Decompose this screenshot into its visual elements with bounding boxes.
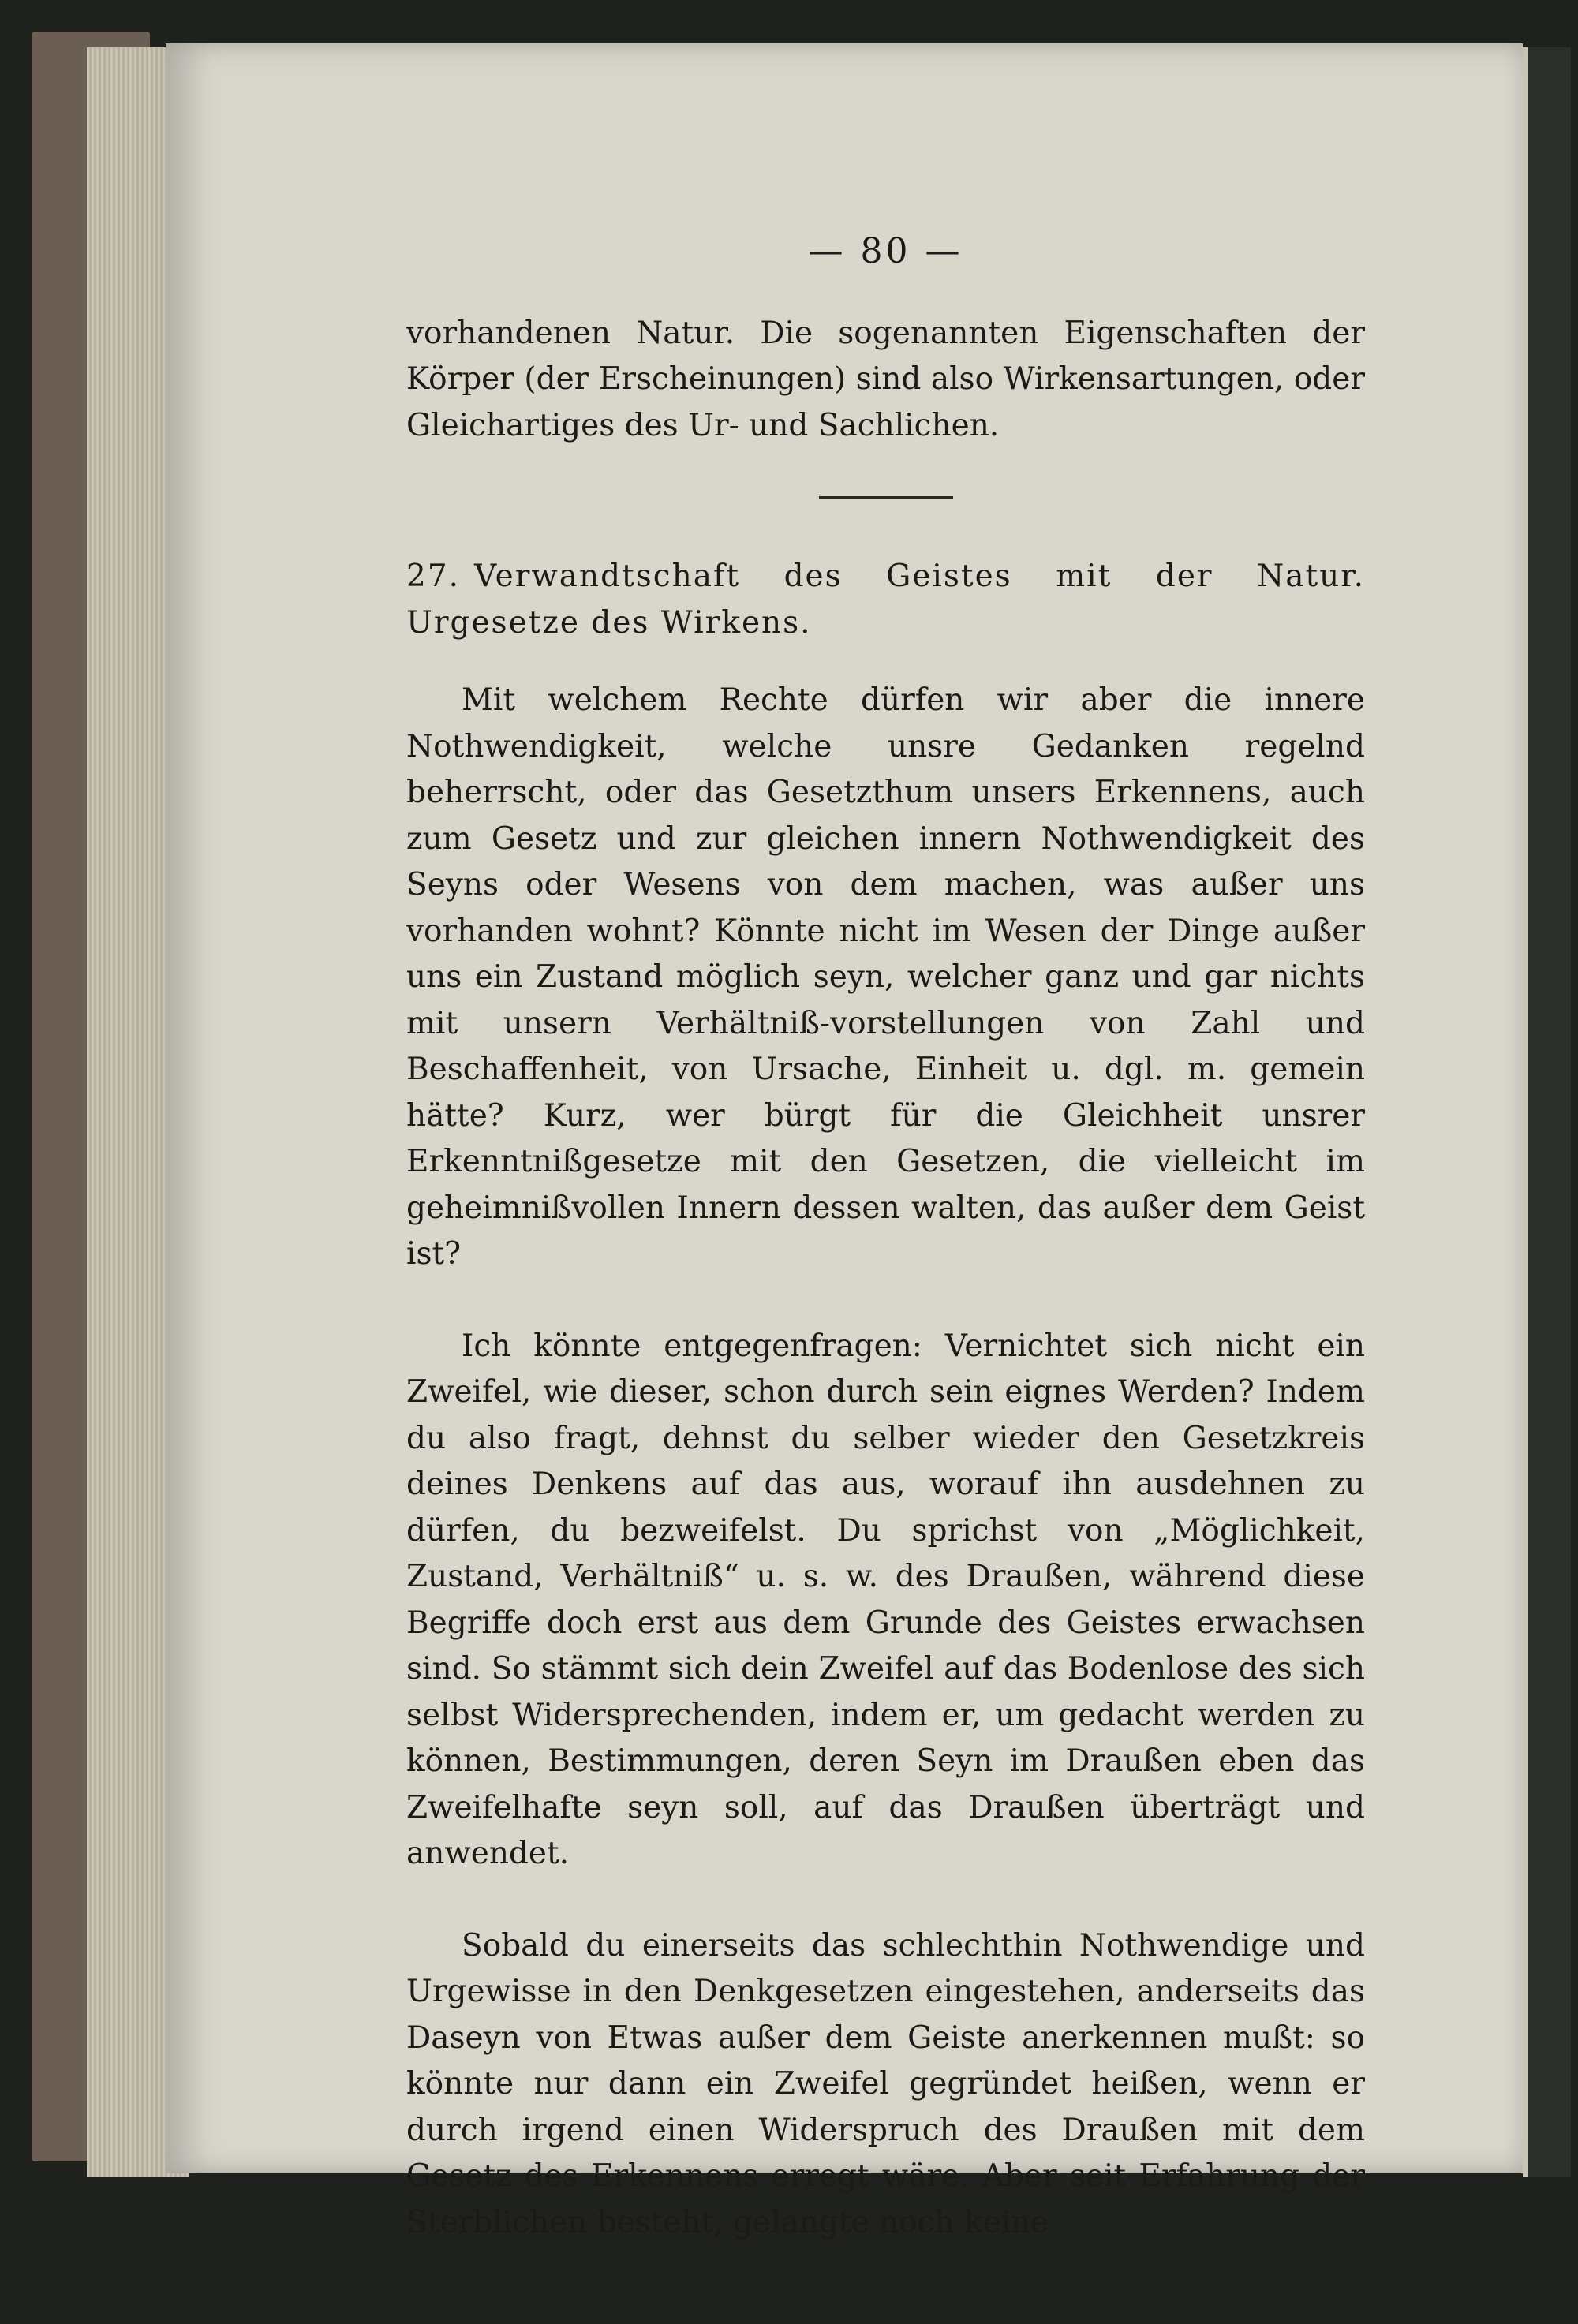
body-paragraph-3: Sobald du einerseits das schlechthin Nothwendige und Urgewisse in den Denkgesetzen eingestehen, anderseits das Daseyn von Etwas außer dem Geiste anerkennen mußt: so könnte nur dann ein Zweifel gegründet heißen, wenn er durch irgend einen Widerspruch des Draußen mit dem Gesetz des Erkennens erregt wäre. Aber seit Erfahrung der Sterblichen besteht, gelangte noch keine	[406, 1927, 1365, 2240]
section-divider	[819, 496, 953, 499]
intro-paragraph: vorhandenen Natur. Die sogenannten Eigenschaften der Körper (der Erscheinungen) sind also Wirkensartungen, oder Gleichartiges des Ur- und Sachlichen.	[406, 315, 1365, 443]
body-paragraph-2: Ich könnte entgegenfragen: Vernichtet sich nicht ein Zweifel, wie dieser, schon durch sein eignes Werden? Indem du also fragt, dehnst du selber wieder den Gesetzkreis deines Denkens auf das aus, worauf ihn ausdehnen zu dürfen, du bezweifelst. Du sprichst von „Möglichkeit, Zustand, Verhältniß“ u. s. w. des Draußen, während diese Begriffe doch erst aus dem Grunde des Geistes erwachsen sind. So stämmt sich dein Zweifel auf das Bodenlose des sich selbst Widersprechenden, indem er, um gedacht werden zu können, Bestimmungen, deren Seyn im Draußen eben das Zweifelhafte seyn soll, auf das Draußen überträgt und anwendet.	[406, 1328, 1365, 1871]
paragraph-gap	[406, 1278, 1365, 1324]
body-paragraph-1: Mit welchem Rechte dürfen wir aber die innere Nothwendigkeit, welche unsre Gedanken regelnd beherrscht, oder das Gesetzthum unsers Erkennens, auch zum Gesetz und zur gleichen innern Nothwendigkeit des Seyns oder Wesens von dem machen, was außer uns vorhanden wohnt? Könnte nicht im Wesen der Dinge außer uns ein Zustand möglich seyn, welcher ganz und gar nichts mit unsern Verhältniß-vorstellungen von Zahl und Beschaffenheit, von Ursache, Einheit u. dgl. m. gemein hätte? Kurz, wer bürgt für die Gleichheit unsrer Erkenntnißgesetze mit den Gesetzen, die vielleicht im geheimnißvollen Innern dessen walten, das außer dem Geist ist?	[406, 682, 1365, 1272]
section-number: 27.	[406, 559, 461, 594]
page-number: — 80 —	[808, 231, 963, 271]
paragraph-gap	[406, 1878, 1365, 1923]
facing-page-edge	[1523, 47, 1571, 2177]
page-text	[406, 229, 1365, 2246]
section-title: Verwandtschaft des Geistes mit der Natur. Urgesetze des Wirkens.	[406, 559, 1365, 641]
section-heading	[406, 554, 1365, 646]
